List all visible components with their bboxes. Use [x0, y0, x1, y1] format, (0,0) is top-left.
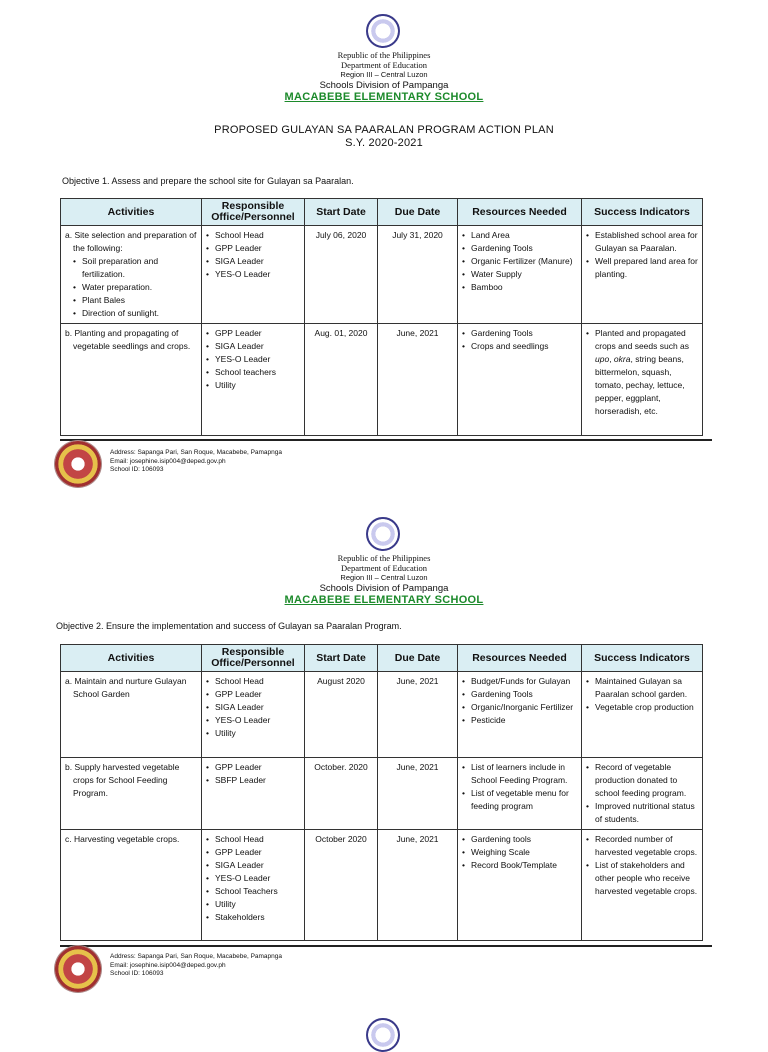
deped-seal-icon: [366, 517, 400, 551]
start-date-cell: October 2020: [305, 830, 378, 941]
personnel-cell: [202, 324, 305, 436]
list-item: • YES-O Leader: [214, 872, 300, 885]
resources-cell: [458, 324, 582, 436]
activity-cell: [61, 226, 202, 324]
footer-school-id: School ID: 106093: [110, 970, 164, 977]
resources-cell: [458, 830, 582, 941]
table-header-row: [61, 199, 703, 226]
list-item: • Pesticide: [470, 714, 577, 727]
list-item: • Established school area for Gulayan sa Paaralan.: [594, 229, 698, 255]
footer-address: Address: Sapanga Pari, San Roque, Macabebe, Pamapnga: [110, 449, 283, 456]
list-item: • Vegetable crop production: [594, 701, 698, 714]
indicator-text: Planted and propagated crops and seeds such as: [595, 328, 690, 351]
list-item: • SBFP Leader: [214, 774, 300, 787]
division-text: Schools Division of Pampanga: [319, 583, 449, 594]
objective-2: Objective 2. Ensure the implementation and success of Gulayan sa Paaralan Program.: [56, 621, 402, 631]
list-item: • YES-O Leader: [214, 268, 300, 281]
list-item: • Weighing Scale: [470, 846, 577, 859]
school-name: MACABEBE ELEMENTARY SCHOOL: [284, 594, 484, 606]
list-item: • Recorded number of harvested vegetable crops.: [594, 833, 698, 859]
indicators-cell: [582, 830, 703, 941]
list-item: • GPP Leader: [214, 327, 300, 340]
table-row: [61, 324, 703, 436]
department-text: Department of Education: [341, 563, 427, 573]
col-personnel: Responsible Office/Personnel: [202, 199, 305, 226]
list-item: • Utility: [214, 727, 300, 740]
list-item: [594, 327, 698, 418]
col-start-date: Start Date: [305, 645, 378, 672]
col-resources: Resources Needed: [458, 199, 582, 226]
list-item: • YES-O Leader: [214, 714, 300, 727]
footer-divider: [60, 945, 712, 947]
personnel-cell: [202, 830, 305, 941]
list-item: • School Teachers: [214, 885, 300, 898]
col-activities: Activities: [61, 199, 202, 226]
region-text: Region III – Central Luzon: [340, 70, 428, 79]
list-item: • Utility: [214, 898, 300, 911]
plan-title: PROPOSED GULAYAN SA PAARALAN PROGRAM ACTION PLAN: [214, 124, 554, 136]
activity-text: a. Site selection and preparation of the following:: [65, 230, 197, 253]
list-item: • Gardening Tools: [470, 688, 577, 701]
col-due-date: Due Date: [378, 199, 458, 226]
col-personnel: Responsible Office/Personnel: [202, 645, 305, 672]
col-indicators: Success Indicators: [582, 199, 703, 226]
resources-cell: [458, 672, 582, 758]
list-item: • Plant Bales: [81, 294, 197, 307]
activity-cell: [61, 324, 202, 436]
list-item: • Gardening Tools: [470, 242, 577, 255]
list-item: • Bamboo: [470, 281, 577, 294]
region-text: Region III – Central Luzon: [340, 573, 428, 582]
republic-text: Republic of the Philippines: [337, 50, 431, 60]
activity-cell: [61, 830, 202, 941]
col-due-date: Due Date: [378, 645, 458, 672]
table-row: [61, 672, 703, 758]
list-item: • Water Supply: [470, 268, 577, 281]
activity-text: c. Harvesting vegetable crops.: [65, 834, 180, 844]
school-logo-icon: [55, 946, 101, 992]
plan-year: S.Y. 2020-2021: [345, 137, 423, 149]
footer-info: [110, 449, 282, 475]
division-text: Schools Division of Pampanga: [319, 80, 449, 91]
list-item: • SIGA Leader: [214, 701, 300, 714]
footer-divider: [60, 439, 712, 441]
list-item: • Record Book/Template: [470, 859, 577, 872]
due-date-cell: July 31, 2020: [378, 226, 458, 324]
due-date-cell: June, 2021: [378, 324, 458, 436]
due-date-cell: June, 2021: [378, 758, 458, 830]
list-item: • Gardening Tools: [470, 327, 577, 340]
objective-1: Objective 1. Assess and prepare the school site for Gulayan sa Paaralan.: [62, 176, 354, 186]
list-item: • Land Area: [470, 229, 577, 242]
footer-email: Email: josephine.isip004@deped.gov.ph: [110, 961, 226, 969]
list-item: • Well prepared land area for planting.: [594, 255, 698, 281]
col-start-date: Start Date: [305, 199, 378, 226]
start-date-cell: July 06, 2020: [305, 226, 378, 324]
activity-sublist: [65, 255, 197, 320]
footer-school-id: School ID: 106093: [110, 466, 164, 473]
list-item: • GPP Leader: [214, 242, 300, 255]
activity-cell: [61, 758, 202, 830]
list-item: • School Head: [214, 833, 300, 846]
action-plan-table-2: [60, 644, 703, 941]
list-item: • Stakeholders: [214, 911, 300, 924]
plan-title-block: [0, 124, 768, 150]
indicator-sep: ,: [609, 354, 614, 364]
list-item: • Maintained Gulayan sa Paaralan school garden.: [594, 675, 698, 701]
start-date-cell: August 2020: [305, 672, 378, 758]
indicators-cell: [582, 672, 703, 758]
list-item: • List of vegetable menu for feeding program: [470, 787, 577, 813]
due-date-cell: June, 2021: [378, 830, 458, 941]
list-item: • GPP Leader: [214, 846, 300, 859]
list-item: • SIGA Leader: [214, 255, 300, 268]
indicator-italic: upo: [595, 354, 610, 364]
list-item: • Record of vegetable production donated to school feeding program.: [594, 761, 698, 800]
list-item: • GPP Leader: [214, 688, 300, 701]
list-item: • SIGA Leader: [214, 340, 300, 353]
indicator-italic: okra: [613, 354, 631, 364]
list-item: • School Head: [214, 675, 300, 688]
personnel-cell: [202, 672, 305, 758]
letterhead: [0, 50, 768, 104]
indicators-cell: [582, 324, 703, 436]
activity-text: a. Maintain and nurture Gulayan School Garden: [65, 676, 187, 699]
department-text: Department of Education: [341, 60, 427, 70]
col-indicators: Success Indicators: [582, 645, 703, 672]
letterhead: [0, 553, 768, 607]
indicator-text: , string beans, bittermelon, squash, tomato, pechay, lettuce, pepper, eggplant, horseradish, etc.: [595, 354, 685, 416]
start-date-cell: Aug. 01, 2020: [305, 324, 378, 436]
footer-address: Address: Sapanga Pari, San Roque, Macabebe, Pamapnga: [110, 953, 283, 960]
footer-email: Email: josephine.isip004@deped.gov.ph: [110, 457, 226, 465]
list-item: • Budget/Funds for Gulayan: [470, 675, 577, 688]
list-item: • GPP Leader: [214, 761, 300, 774]
table-header-row: [61, 645, 703, 672]
deped-seal-icon: [366, 1018, 400, 1052]
start-date-cell: October. 2020: [305, 758, 378, 830]
due-date-cell: June, 2021: [378, 672, 458, 758]
indicators-cell: [582, 758, 703, 830]
action-plan-table-1: [60, 198, 703, 436]
list-item: • Utility: [214, 379, 300, 392]
list-item: • Organic Fertilizer (Manure): [470, 255, 577, 268]
footer-info: [110, 953, 282, 979]
list-item: • List of learners include in School Feeding Program.: [470, 761, 577, 787]
indicators-cell: [582, 226, 703, 324]
personnel-cell: [202, 758, 305, 830]
republic-text: Republic of the Philippines: [337, 553, 431, 563]
list-item: • School teachers: [214, 366, 300, 379]
list-item: • YES-O Leader: [214, 353, 300, 366]
col-resources: Resources Needed: [458, 645, 582, 672]
list-item: • Soil preparation and fertilization.: [81, 255, 197, 281]
personnel-cell: [202, 226, 305, 324]
table-row: [61, 758, 703, 830]
deped-seal-icon: [366, 14, 400, 48]
table-row: [61, 830, 703, 941]
list-item: • Gardening tools: [470, 833, 577, 846]
school-logo-icon: [55, 441, 101, 487]
table-row: [61, 226, 703, 324]
list-item: • School Head: [214, 229, 300, 242]
list-item: • Crops and seedlings: [470, 340, 577, 353]
list-item: • SIGA Leader: [214, 859, 300, 872]
resources-cell: [458, 758, 582, 830]
school-name: MACABEBE ELEMENTARY SCHOOL: [284, 91, 484, 103]
resources-cell: [458, 226, 582, 324]
col-activities: Activities: [61, 645, 202, 672]
activity-cell: [61, 672, 202, 758]
list-item: • Direction of sunlight.: [81, 307, 197, 320]
list-item: • Organic/Inorganic Fertilizer: [470, 701, 577, 714]
list-item: • Improved nutritional status of students.: [594, 800, 698, 826]
list-item: • Water preparation.: [81, 281, 197, 294]
list-item: • List of stakeholders and other people who receive harvested vegetable crops.: [594, 859, 698, 898]
activity-text: b. Supply harvested vegetable crops for School Feeding Program.: [65, 762, 180, 798]
activity-text: b. Planting and propagating of vegetable seedlings and crops.: [65, 328, 191, 351]
